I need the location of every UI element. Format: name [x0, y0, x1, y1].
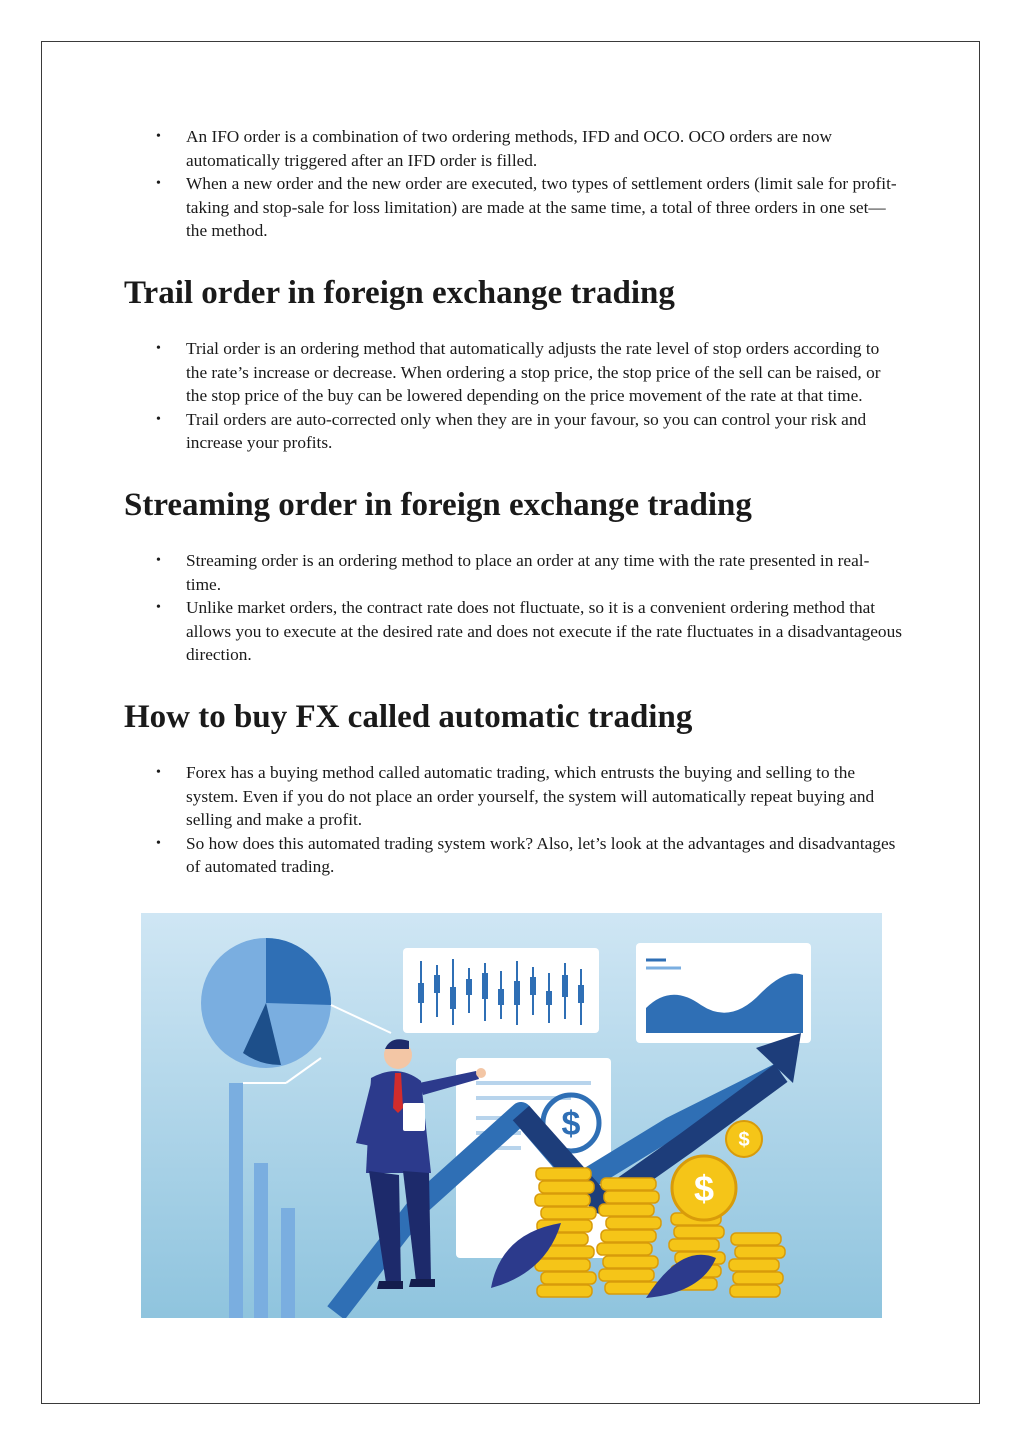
list-item: • An IFO order is a combination of two ordering methods, IFD and OCO. OCO orders are now automatically triggered after an IFD order is filled.	[156, 127, 833, 170]
bullet-icon: •	[156, 600, 161, 616]
bullet-icon: •	[156, 129, 161, 144]
list-item: • When a new order and the new order are executed, two types of settlement orders (limit sale for profit-taking and stop-sale for loss limitation) are made at the same time, a total of three orders in one set—the method.	[156, 174, 897, 241]
ifo-bullet-list	[124, 125, 904, 243]
heading-trail-order: Trail order in foreign exchange trading	[124, 274, 675, 311]
area-chart-panel-icon	[636, 943, 811, 1043]
bullet-icon: •	[156, 835, 161, 851]
list-item: • Streaming order is an ordering method to place an order at any time with the rate presented in real-time.	[156, 550, 870, 594]
heading-streaming-order: Streaming order in foreign exchange trading	[124, 486, 752, 523]
bullet-icon: •	[156, 176, 161, 192]
trail-bullet-list	[124, 337, 904, 455]
list-item: • Trial order is an ordering method that automatically adjusts the rate level of stop orders according to the rate’s increase or decrease. When ordering a stop price, the stop price of the sell can be raised, or the stop price of the buy can be lowered depending on the price movement of the rate at that time.	[156, 338, 881, 406]
bullet-icon: •	[156, 411, 161, 427]
bullet-icon: •	[156, 764, 161, 780]
candlestick-panel-icon	[403, 948, 599, 1033]
trading-illustration-svg	[141, 913, 882, 1318]
trading-illustration	[141, 913, 882, 1318]
heading-automatic-trading: How to buy FX called automatic trading	[124, 698, 693, 735]
coin-dollar-icon: $	[693, 1168, 715, 1209]
bullet-icon: •	[156, 340, 161, 356]
automatic-bullet-list	[124, 761, 904, 879]
list-item: • Trail orders are auto-corrected only when they are in your favour, so you can control your risk and increase your profits.	[156, 409, 867, 453]
streaming-bullet-list	[124, 549, 904, 667]
bullet-icon: •	[156, 552, 161, 568]
document-content	[124, 125, 904, 879]
list-item: • Unlike market orders, the contract rate does not fluctuate, so it is a convenient ordering method that allows you to execute at the desired rate and does not execute if the rate fluctuates in a disadvantageous direction.	[156, 598, 902, 665]
small-coin-dollar-icon: $	[738, 1129, 750, 1151]
list-item: • Forex has a buying method called automatic trading, which entrusts the buying and selling to the system. Even if you do not place an order yourself, the system will automatically repeat buying and selling and make a profit.	[156, 762, 875, 830]
dollar-icon: $	[561, 1105, 581, 1143]
list-item: • So how does this automated trading system work? Also, let’s look at the advantages and disadvantages of automated trading.	[156, 833, 896, 877]
